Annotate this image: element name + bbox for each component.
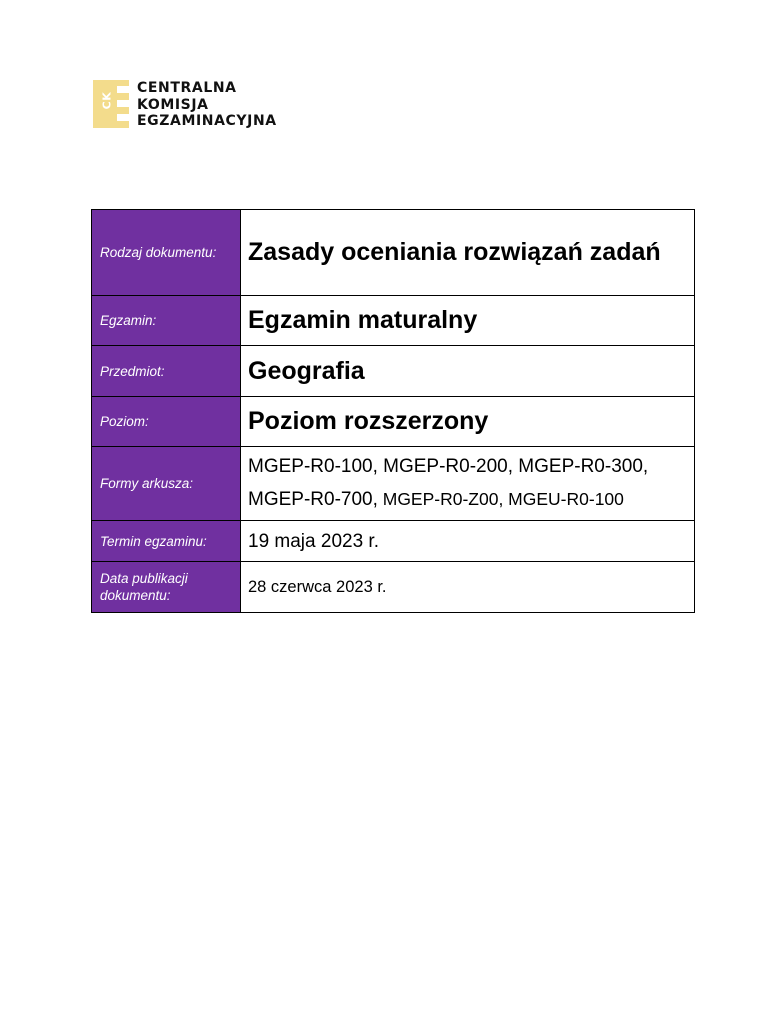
row-sheet-forms [92,447,695,521]
label-publication-date: Data publikacji dokumentu: [92,562,241,613]
label-subject: Przedmiot: [92,346,241,397]
value-subject: Geografia [241,346,695,397]
row-document-type [92,210,695,296]
logo-line-1: CENTRALNA [137,80,237,96]
sheet-forms-line-2b: MGEP-R0-Z00, MGEU-R0-100 [377,489,624,509]
logo-mark-text: CK [100,91,114,110]
value-exam: Egzamin maturalny [241,296,695,346]
row-exam-date [92,521,695,562]
value-sheet-forms [241,447,695,521]
row-publication-date [92,562,695,613]
cke-logo [93,80,277,130]
value-publication-date: 28 czerwca 2023 r. [241,562,695,613]
value-document-type: Zasady oceniania rozwiązań zadań [241,210,695,296]
sheet-forms-line-2a: MGEP-R0-700, [248,489,378,510]
label-level: Poziom: [92,397,241,447]
value-level: Poziom rozszerzony [241,397,695,447]
logo-text [137,80,277,130]
label-document-type: Rodzaj dokumentu: [92,210,241,296]
label-sheet-forms: Formy arkusza: [92,447,241,521]
sheet-forms-line-2 [248,483,686,516]
label-exam: Egzamin: [92,296,241,346]
row-subject [92,346,695,397]
document-info-table [91,209,695,613]
cke-logo-mark [93,80,129,128]
sheet-forms-line-1: MGEP-R0-100, MGEP-R0-200, MGEP-R0-300, [248,456,649,477]
logo-line-2: KOMISJA [137,96,209,113]
label-exam-date: Termin egzaminu: [92,521,241,562]
value-exam-date: 19 maja 2023 r. [241,521,695,562]
row-level [92,397,695,447]
logo-line-3: EGZAMINACYJNA [137,113,277,129]
row-exam [92,296,695,346]
